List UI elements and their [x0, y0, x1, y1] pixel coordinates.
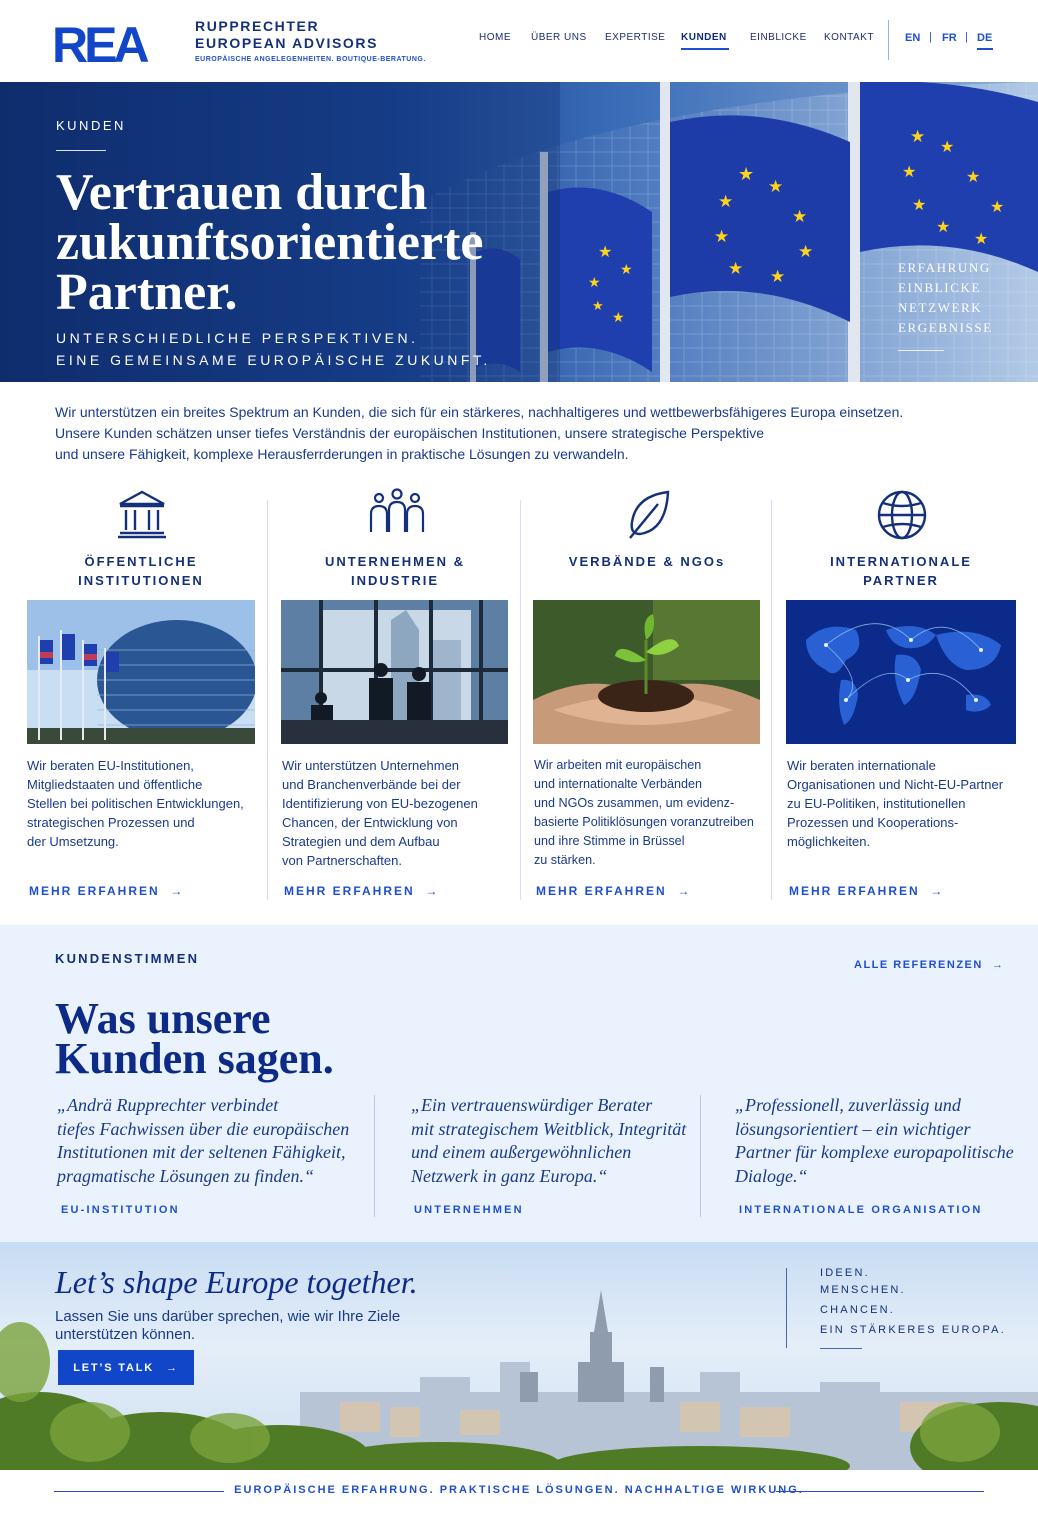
svg-text:★: ★ — [718, 192, 734, 211]
svg-text:★: ★ — [792, 207, 808, 226]
column-divider — [520, 500, 521, 900]
hero-kicker: KUNDEN — [56, 118, 126, 133]
rea-logo[interactable] — [52, 18, 164, 66]
svg-text:★: ★ — [588, 274, 601, 290]
testimonial-source: EU-INSTITUTION — [61, 1204, 180, 1216]
nav-kunden[interactable]: KUNDEN — [681, 32, 727, 43]
hero-side-item: ERFAHRUNG — [898, 260, 991, 275]
hero-side-rule — [898, 350, 944, 351]
nav-einblicke[interactable]: EINBLICKE — [750, 32, 807, 43]
lang-separator: | — [929, 31, 932, 43]
svg-text:★: ★ — [620, 261, 633, 277]
cta-title: Let’s shape Europe together. — [55, 1264, 418, 1300]
testimonial-source: UNTERNEHMEN — [414, 1204, 524, 1216]
intro-text-line: und unsere Fähigkeit, komplexe Herausferrderungen in praktische Lösungen zu verwandeln. — [55, 446, 629, 462]
card-description: Wir unterstützen Unternehmen und Branchenverbände bei der Identifizierung von EU-bezogenen Chancen, der Entwicklung von Strategien und dem Aufbau von Partnerschaften. — [282, 758, 478, 868]
testimonial-quote: „Andrä Rupprechter verbindet tiefes Fachwissen über die europäischen Institutionen mit der seltenen Fähigkeit, pragmatische Lösungen zu finden.“ — [57, 1095, 350, 1186]
alle-referenzen-link[interactable]: ALLE REFERENZEN → — [854, 959, 1005, 971]
brand-tagline: EUROPÄISCHE ANGELEGENHEITEN. BOUTIQUE-BERATUNG. — [195, 56, 426, 63]
svg-text:★: ★ — [728, 259, 744, 278]
card-title: INTERNATIONALE PARTNER — [830, 554, 972, 588]
testimonial-source: INTERNATIONALE ORGANISATION — [739, 1204, 983, 1216]
lets-talk-button[interactable]: LET’S TALK → — [58, 1350, 194, 1385]
testimonial-divider — [700, 1095, 701, 1217]
world-network-map-image — [786, 600, 1016, 744]
hero-banner — [0, 82, 1038, 382]
cta-side-rule — [820, 1348, 862, 1349]
hero-subtitle-line1: UNTERSCHIEDLICHE PERSPEKTIVEN. — [56, 330, 419, 346]
testimonials-section — [0, 925, 1038, 1243]
testimonial-divider — [374, 1095, 375, 1217]
arrow-right-icon: → — [925, 884, 945, 898]
people-group-icon — [367, 488, 427, 536]
leaf-icon — [626, 490, 672, 540]
intro-text-line: Wir unterstützen ein breites Spektrum an Kunden, die sich für ein stärkeres, nachhaltigeres und wettbewerbsfähigeres Europa einsetzen. — [55, 404, 904, 420]
card-description: Wir arbeiten mit europäischen und internationalte Verbänden und NGOs zusammen, um evidenz- basierte Politiklösungen voranzutreiben und ihre Stimme in Brüssel zu stärken. — [534, 758, 754, 867]
svg-text:REA: REA — [52, 18, 146, 66]
column-divider — [771, 500, 772, 900]
card-title: ÖFFENTLICHE INSTITUTIONEN — [78, 554, 204, 588]
cta-side-item: CHANCEN. — [820, 1304, 896, 1316]
arrow-right-icon: → — [165, 884, 185, 898]
mehr-erfahren-link[interactable]: MEHR ERFAHREN → — [789, 884, 945, 898]
arrow-right-icon: → — [165, 1361, 179, 1374]
testimonial-quote: „Ein vertrauenswürdiger Berater mit strategischem Weitblick, Integrität und einem außergewöhnlichen Netzwerk in ganz Europa.“ — [411, 1095, 687, 1186]
card-title: VERBÄNDE & NGOs — [568, 554, 726, 569]
brand-name-line1: RUPPRECHTER — [195, 18, 320, 34]
svg-text:★: ★ — [902, 164, 917, 181]
eu-parliament-image — [27, 600, 255, 744]
svg-text:★: ★ — [770, 267, 786, 286]
site-footer — [0, 1470, 1038, 1516]
mehr-erfahren-link[interactable]: MEHR ERFAHREN → — [284, 884, 440, 898]
business-meeting-image — [281, 600, 508, 744]
svg-text:★: ★ — [974, 231, 989, 248]
column-divider — [267, 500, 268, 900]
site-header — [0, 0, 1038, 82]
card-title: UNTERNEHMEN & INDUSTRIE — [324, 554, 466, 588]
intro-text-line: Unsere Kunden schätzen unser tiefes Verständnis der europäischen Institutionen, unsere strategische Perspektive — [55, 425, 764, 441]
card-description: Wir beraten EU-Institutionen, Mitgliedstaaten und öffentliche Stellen bei politischen Entwicklungen, strategischen Prozessen und der Umsetzung. — [27, 758, 244, 849]
mehr-erfahren-link[interactable]: MEHR ERFAHREN → — [29, 884, 185, 898]
arrow-right-icon: → — [672, 884, 692, 898]
svg-text:★: ★ — [966, 169, 981, 186]
svg-text:★: ★ — [598, 244, 613, 261]
hero-title: Vertrauen durch zukunftsorientierte Partner. — [56, 164, 484, 321]
svg-text:★: ★ — [912, 197, 927, 214]
arrow-right-icon: → — [987, 959, 1005, 971]
svg-text:★: ★ — [940, 139, 955, 156]
cta-side-line — [786, 1268, 787, 1348]
hero-subtitle-line2: EINE GEMEINSAME EUROPÄISCHE ZUKUNFT. — [56, 352, 491, 368]
lang-separator: | — [965, 31, 968, 43]
testimonials-kicker: KUNDENSTIMMEN — [55, 951, 200, 966]
cta-section — [0, 1242, 1038, 1470]
nav-home[interactable]: HOME — [479, 32, 511, 43]
nav-divider — [888, 20, 889, 60]
nav-active-indicator — [681, 48, 729, 50]
svg-text:★: ★ — [990, 199, 1005, 216]
lang-de[interactable]: DE — [977, 32, 993, 44]
hero-rule — [56, 150, 106, 151]
cta-side-item: MENSCHEN. — [820, 1284, 906, 1296]
cta-side-item: IDEEN. — [820, 1267, 870, 1279]
hero-side-item: EINBLICKE — [898, 280, 981, 295]
footer-tagline: EUROPÄISCHE ERFAHRUNG. PRAKTISCHE LÖSUNGEN. NACHHALTIGE WIRKUNG. — [234, 1484, 804, 1496]
svg-text:★: ★ — [768, 177, 784, 196]
mehr-erfahren-link[interactable]: MEHR ERFAHREN → — [536, 884, 692, 898]
arrow-right-icon: → — [420, 884, 440, 898]
svg-text:★: ★ — [612, 309, 625, 325]
svg-text:★: ★ — [798, 242, 814, 261]
svg-text:★: ★ — [738, 164, 755, 184]
lang-active-indicator — [977, 48, 993, 50]
svg-text:★: ★ — [936, 219, 951, 236]
svg-text:★: ★ — [592, 298, 604, 313]
hero-side-item: NETZWERK — [898, 300, 983, 315]
nav-expertise[interactable]: EXPERTISE — [605, 32, 666, 43]
svg-text:★: ★ — [714, 227, 730, 246]
nav-kontakt[interactable]: KONTAKT — [824, 32, 874, 43]
testimonials-title: Was unsere Kunden sagen. — [55, 994, 334, 1083]
plant-in-hands-image — [533, 600, 760, 744]
brand-name-line2: EUROPEAN ADVISORS — [195, 35, 379, 51]
cta-subtitle: Lassen Sie uns darüber sprechen, wie wir Ihre Ziele unterstützen können. — [55, 1308, 401, 1343]
lang-en[interactable]: EN — [905, 32, 921, 44]
institution-building-icon — [116, 488, 168, 540]
hero-side-item: ERGEBNISSE — [898, 320, 993, 335]
card-description: Wir beraten internationale Organisationen und Nicht-EU-Partner zu EU-Politiken, institutionellen Prozessen und Kooperations- möglichkeiten. — [787, 758, 1004, 849]
globe-icon — [876, 489, 928, 541]
lang-fr[interactable]: FR — [942, 32, 957, 44]
nav-ueber-uns[interactable]: ÜBER UNS — [531, 32, 587, 43]
testimonial-quote: „Professionell, zuverlässig und lösungsorientiert – ein wichtiger Partner für komplexe europapolitische Dialoge.“ — [735, 1095, 1014, 1186]
svg-text:★: ★ — [910, 127, 926, 146]
cta-side-item: EIN STÄRKERES EUROPA. — [820, 1324, 1006, 1336]
